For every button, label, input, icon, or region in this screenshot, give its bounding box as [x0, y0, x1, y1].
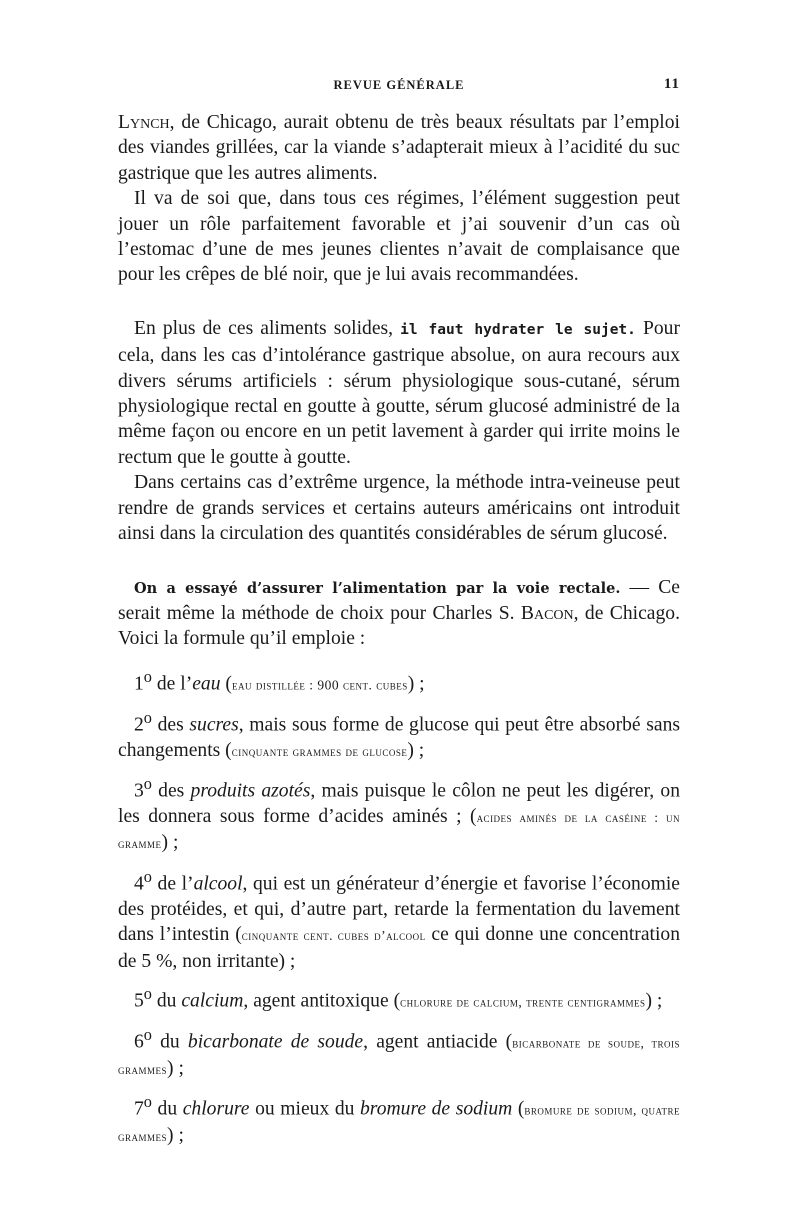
section-heading-rectal: On a essayé d’assurer l’alimentation par la voie rectale. [134, 579, 621, 597]
list-item [118, 864, 680, 974]
page-number: 11 [663, 76, 680, 92]
item-number: 2 [134, 714, 144, 736]
formula-list [118, 664, 680, 1150]
paragraph-5 [118, 575, 680, 652]
item-number: 1 [134, 673, 144, 695]
item-pre: de l’ [151, 873, 194, 895]
item-number-sup: o [143, 666, 152, 686]
list-item [118, 705, 680, 764]
item-number-sup: o [143, 774, 152, 793]
item-post: , qui est un générateur d’énergie et favorise l’économie des protéides, et qui, d’autre part, retarde la fermentation du lavement dans l’intestin ( [118, 873, 680, 946]
list-item [118, 1089, 680, 1149]
item-dose: acides aminés de la caséine : un gramme [118, 809, 680, 852]
item-number: 3 [134, 780, 144, 802]
item-end: ) ; [167, 1125, 184, 1147]
list-item [118, 981, 680, 1015]
item-dose: cinquante cent. cubes d’alcool [241, 928, 426, 944]
paragraph-3-text: Pour cela, dans les cas d’intolérance gastrique absolue, on aura recours aux divers sérums artificiels : sérum physiologique sous-cutané, sérum physiologique rectal en goutte à goutte, sérum glucosé administré de la même façon ou encore en un petit lavement à garder qui irrite moins le rectum que le goutte à goutte. [118, 317, 680, 468]
item-number-sup: o [143, 707, 152, 727]
item-term: eau [192, 673, 221, 695]
paragraph-3 [118, 316, 680, 470]
paragraph-1 [118, 110, 680, 186]
item-end: ) ; [407, 673, 425, 695]
paragraph-1-text: , de Chicago, aurait obtenu de très beaux résultats par l’emploi des viandes grillées, car la viande s’adapterait mieux à l’acidité du suc gastrique que les autres aliments. [118, 112, 680, 184]
item-pre: du [151, 1098, 183, 1120]
item-end: ) ; [167, 1057, 184, 1079]
item-dose: chlorure de calcium, trente centigrammes [400, 994, 646, 1010]
item-number: 4 [134, 873, 144, 895]
item-post: , mais sous forme de glucose qui peut être absorbé sans changements ( [118, 714, 680, 761]
body-text [118, 110, 680, 1150]
item-term: produits azotés [190, 780, 311, 802]
page-header [118, 76, 680, 96]
item-pre: du [151, 1031, 188, 1053]
list-item [118, 1022, 680, 1082]
item-end: ) ; [645, 990, 663, 1012]
item-term: bicarbonate de soude [187, 1031, 364, 1053]
item-term-2: bromure de sodium [360, 1098, 513, 1120]
item-end: ) ; [161, 832, 179, 854]
item-number-sup: o [143, 1092, 152, 1112]
item-dose: eau distillée : 900 cent. cubes [231, 677, 408, 693]
list-item [118, 771, 680, 857]
paragraph-3-emphasis: il faut hydrater le sujet. [400, 321, 636, 338]
item-term: chlorure [182, 1098, 250, 1120]
item-term: calcium [181, 990, 244, 1012]
item-post-2: ( [512, 1098, 525, 1120]
item-post: , agent antiacide ( [363, 1031, 513, 1053]
item-number-sup: o [143, 866, 152, 886]
item-dose: bicarbonate de soude, trois grammes [118, 1035, 680, 1077]
item-post: ( [220, 673, 232, 695]
paragraph-3-lead: En plus de ces aliments solides, [134, 317, 401, 339]
item-post: ou mieux du [249, 1098, 360, 1120]
item-number: 6 [134, 1031, 144, 1053]
item-term: sucres [189, 714, 239, 736]
item-dose: cinquante grammes de glucose [231, 743, 408, 759]
running-head: REVUE GÉNÉRALE [333, 78, 465, 92]
item-pre: des [151, 714, 190, 736]
item-post: , agent antitoxique ( [243, 990, 401, 1012]
author-name-lynch: Lynch [118, 112, 170, 133]
item-pre: des [151, 780, 191, 802]
item-number-sup: o [143, 1024, 152, 1044]
paragraph-4 [118, 470, 680, 546]
item-post: , mais puisque le côlon ne peut les digérer, on les donnera sous forme d’acides aminés ; ( [118, 780, 681, 827]
item-pre: du [151, 990, 182, 1012]
paragraph-5-text: — Ce serait même la méthode de choix pour Charles S. [118, 576, 680, 624]
paragraph-5-tail: , de Chicago. Voici la formule qu’il emploie : [118, 602, 680, 650]
paragraph-4-text: Dans certains cas d’extrême urgence, la méthode intra-veineuse peut rendre de grands services et certains auteurs américains ont introduit ainsi dans la circulation des quantités considérables de sérum glucosé. [118, 472, 680, 545]
list-item [118, 664, 680, 698]
paragraph-2 [118, 186, 680, 288]
item-end: ce qui donne une concentration de 5 %, non irritante) ; [118, 924, 680, 972]
author-name-bacon: Bacon [520, 602, 574, 624]
item-pre: de l’ [151, 673, 193, 695]
item-number: 5 [134, 990, 144, 1012]
paragraph-2-text: Il va de soi que, dans tous ces régimes, l’élément suggestion peut jouer un rôle parfaitement favorable et j’ai souvenir d’un cas où l’estomac d’une de mes jeunes clientes n’avait de complaisance que pour les crêpes de blé noir, que je lui avais recommandées. [118, 188, 680, 286]
item-number-sup: o [143, 983, 152, 1003]
item-end: ) ; [407, 739, 425, 761]
item-term: alcool [193, 873, 243, 895]
item-dose: bromure de sodium, quatre grammes [118, 1102, 680, 1145]
item-number: 7 [134, 1098, 144, 1120]
